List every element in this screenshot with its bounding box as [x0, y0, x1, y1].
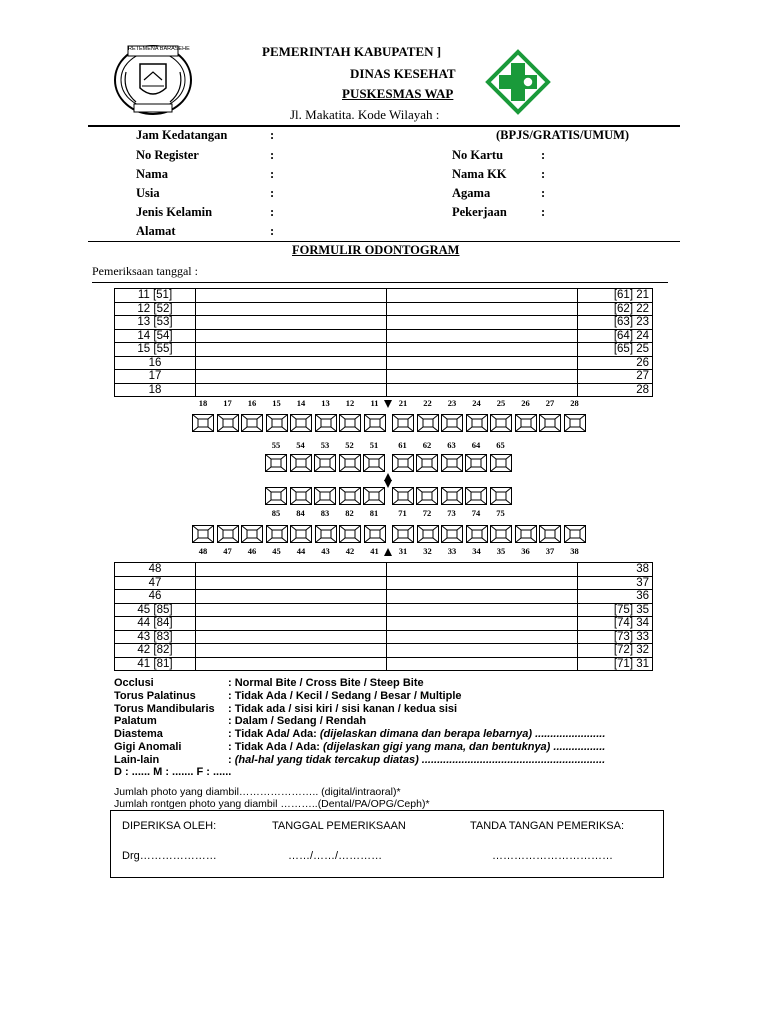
tooth-label: 13	[321, 398, 330, 408]
tooth-label: 61	[398, 440, 407, 450]
finding-note: (dijelaskan dimana dan berapa lebarnya) .......................	[319, 728, 606, 741]
tooth-number-left: 14 [54]	[115, 329, 196, 343]
note-cell-left[interactable]	[196, 630, 387, 644]
tooth-number-right: 27	[578, 370, 653, 384]
tooth-diagram[interactable]	[339, 487, 361, 505]
tooth-number-right: 37	[578, 576, 653, 590]
tooth-label: 15	[272, 398, 281, 408]
tooth-diagram[interactable]	[441, 454, 463, 472]
finding-value	[228, 703, 457, 715]
tooth-diagram[interactable]	[364, 525, 386, 543]
tooth-label: 73	[447, 508, 456, 518]
tooth-diagram[interactable]	[290, 487, 312, 505]
table-row	[115, 356, 653, 370]
tooth-diagram[interactable]	[363, 487, 385, 505]
tooth-diagram[interactable]	[392, 525, 414, 543]
tooth-label: 25	[496, 398, 506, 408]
header-rule	[88, 125, 680, 127]
tooth-diagram[interactable]	[217, 525, 239, 543]
table-row	[115, 617, 653, 631]
tooth-label: 47	[223, 546, 232, 556]
usia-label: Usia	[136, 186, 160, 200]
tooth-label: 12	[345, 398, 355, 408]
tooth-label: 11	[370, 398, 379, 408]
tooth-diagram[interactable]	[417, 414, 439, 432]
tooth-number-right: [74] 34	[578, 617, 653, 631]
tooth-diagram[interactable]	[490, 487, 512, 505]
pekerjaan-label: Pekerjaan	[452, 205, 507, 219]
agama-label: Agama	[452, 186, 491, 200]
tooth-label: 83	[320, 508, 330, 518]
table-row	[115, 590, 653, 604]
tooth-label: 46	[247, 546, 257, 556]
note-cell-left[interactable]	[196, 383, 387, 397]
tooth-label: 37	[545, 546, 555, 556]
finding-label: Lain-lain	[114, 753, 160, 766]
midline-down-arrow-icon	[384, 480, 392, 488]
tooth-diagram[interactable]	[192, 525, 214, 543]
tooth-number-left: 15 [55]	[115, 343, 196, 357]
tooth-number-right: [65] 25	[578, 343, 653, 357]
note-cell-left[interactable]	[196, 657, 387, 671]
examiner-heading: DIPERIKSA OLEH:	[122, 820, 217, 832]
tooth-diagram[interactable]	[465, 487, 487, 505]
note-cell-left[interactable]	[196, 576, 387, 590]
tooth-diagram[interactable]	[539, 525, 561, 543]
table-row	[115, 343, 653, 357]
note-cell-right[interactable]	[387, 576, 578, 590]
colon: :	[541, 167, 546, 181]
tooth-label: 82	[345, 508, 354, 518]
tooth-number-left: 12 [52]	[115, 302, 196, 316]
tooth-label: 36	[521, 546, 530, 556]
table-row	[115, 329, 653, 343]
table-row	[115, 576, 653, 590]
tooth-label: 52	[345, 440, 354, 450]
colon: :	[541, 205, 546, 219]
tooth-diagram[interactable]	[392, 454, 414, 472]
finding-label: Palatum	[114, 715, 157, 728]
note-cell-right[interactable]	[387, 563, 578, 577]
note-cell-right[interactable]	[387, 316, 578, 330]
tooth-number-left: 42 [82]	[115, 644, 196, 658]
tooth-diagram[interactable]	[339, 454, 361, 472]
tooth-diagram[interactable]	[339, 414, 361, 432]
finding-value	[228, 754, 605, 766]
tooth-label: 33	[447, 546, 457, 556]
tooth-diagram[interactable]	[441, 525, 463, 543]
examiner-value: Drg…………………	[122, 850, 217, 862]
note-cell-left[interactable]	[196, 302, 387, 316]
tooth-diagram[interactable]	[515, 414, 537, 432]
finding-label: Occlusi	[114, 677, 154, 689]
note-cell-left[interactable]	[196, 603, 387, 617]
tooth-diagram[interactable]	[490, 454, 512, 472]
table-row	[115, 657, 653, 671]
note-cell-right[interactable]	[387, 603, 578, 617]
tooth-label: 26	[521, 398, 530, 408]
tooth-diagram[interactable]	[364, 414, 386, 432]
note-cell-right[interactable]	[387, 617, 578, 631]
regency-emblem-icon	[112, 42, 194, 116]
form-title: FORMULIR ODONTOGRAM	[292, 243, 460, 257]
tooth-label: 48	[198, 546, 208, 556]
table-row	[115, 383, 653, 397]
tooth-label: 74	[471, 508, 481, 518]
tooth-label: 24	[472, 398, 481, 408]
tooth-label: 41	[370, 546, 379, 556]
nama-kk-label: Nama KK	[452, 167, 507, 181]
colon: :	[270, 186, 275, 200]
header-line-3: PUSKESMAS WAP	[342, 86, 454, 101]
tooth-label: 27	[545, 398, 555, 408]
note-cell-right[interactable]	[387, 329, 578, 343]
table-row	[115, 563, 653, 577]
tooth-diagram[interactable]	[290, 454, 312, 472]
header-line-1: PEMERINTAH KABUPATEN ]	[262, 44, 442, 59]
exam-date-rule	[92, 282, 668, 283]
finding-options: : Tidak ada / sisi kiri / sisi kanan / kedua sisi	[228, 702, 458, 715]
finding-label: Torus Palatinus	[114, 689, 196, 702]
exam-date-heading: TANGGAL PEMERIKSAAN	[272, 820, 406, 832]
tooth-number-right: 26	[578, 356, 653, 370]
tooth-label: 16	[247, 398, 257, 408]
tooth-label: 38	[570, 546, 579, 556]
finding-value	[228, 690, 462, 702]
note-cell-left[interactable]	[196, 644, 387, 658]
note-cell-right[interactable]	[387, 289, 578, 303]
tooth-diagram[interactable]	[416, 487, 438, 505]
finding-options: : Normal Bite / Cross Bite / Steep Bite	[228, 677, 424, 689]
table-row	[115, 316, 653, 330]
table-row	[115, 603, 653, 617]
tooth-diagram[interactable]	[241, 414, 263, 432]
header-line-2: DINAS KESEHAT	[350, 66, 456, 81]
header-address: Jl. Makatita. Kode Wilayah :	[290, 107, 440, 122]
no-kartu-label: No Kartu	[452, 148, 504, 162]
tooth-label: 65	[496, 440, 505, 450]
tooth-label: 72	[422, 508, 432, 518]
tooth-label: 53	[320, 440, 330, 450]
tooth-number-left: 46	[115, 590, 196, 604]
emblem-label: RETEMENA BARASEHE	[128, 46, 190, 52]
tooth-diagram[interactable]	[192, 414, 214, 432]
tooth-diagram[interactable]	[490, 414, 512, 432]
tooth-diagram[interactable]	[315, 525, 337, 543]
tooth-diagram[interactable]	[314, 487, 336, 505]
finding-note: (dijelaskan gigi yang mana, dan bentuknya) .................	[322, 741, 606, 753]
tooth-diagram[interactable]	[217, 414, 239, 432]
tooth-label: 31	[398, 546, 408, 556]
colon: :	[270, 205, 275, 219]
tooth-diagram[interactable]	[466, 525, 488, 543]
tooth-diagram[interactable]	[266, 525, 288, 543]
tooth-number-left: 13 [53]	[115, 316, 196, 330]
tooth-label: 23	[447, 398, 457, 408]
note-cell-right[interactable]	[387, 590, 578, 604]
table-row	[115, 302, 653, 316]
finding-options: : Tidak Ada / Ada:	[228, 741, 323, 753]
tooth-label: 21	[398, 398, 408, 408]
tooth-diagram[interactable]	[392, 487, 414, 505]
exam-date-label: Pemeriksaan tanggal :	[92, 264, 198, 278]
tooth-label: 22	[423, 398, 432, 408]
tooth-number-left: 18	[115, 383, 196, 397]
midline-up-arrow-icon	[384, 548, 392, 556]
table-row	[115, 630, 653, 644]
tooth-number-left: 47	[115, 576, 196, 590]
tooth-diagram[interactable]	[564, 525, 586, 543]
colon: :	[270, 128, 275, 142]
colon: :	[270, 148, 275, 162]
tooth-label: 84	[296, 508, 305, 518]
note-cell-right[interactable]	[387, 370, 578, 384]
tooth-label: 85	[271, 508, 281, 518]
identity-rule	[88, 241, 680, 242]
note-cell-right[interactable]	[387, 383, 578, 397]
tooth-diagram[interactable]	[265, 487, 287, 505]
tooth-diagram[interactable]	[241, 525, 263, 543]
photo-line: Jumlah photo yang diambil………………….. (digital/intraoral)*	[114, 786, 401, 798]
tooth-diagram[interactable]	[265, 454, 287, 472]
tooth-number-left: 43 [83]	[115, 630, 196, 644]
tooth-label: 71	[398, 508, 407, 518]
table-row	[115, 370, 653, 384]
tooth-number-left: 11 [51]	[115, 289, 196, 303]
colon: :	[270, 167, 275, 181]
finding-value	[228, 677, 424, 689]
note-cell-left[interactable]	[196, 289, 387, 303]
finding-options: :	[228, 753, 235, 766]
tooth-number-right: [64] 24	[578, 329, 653, 343]
tooth-diagram[interactable]	[290, 414, 312, 432]
no-register-label: No Register	[136, 148, 199, 162]
tooth-number-right: [72] 32	[578, 644, 653, 658]
tooth-label: 28	[570, 398, 579, 408]
tooth-number-right: [61] 21	[578, 289, 653, 303]
tooth-diagram[interactable]	[466, 414, 488, 432]
tooth-label: 34	[472, 546, 481, 556]
tooth-diagram[interactable]	[392, 414, 414, 432]
signature-value: ……………………………	[492, 850, 613, 862]
upper-teeth-table	[114, 288, 653, 397]
finding-label: Torus Mandibularis	[114, 702, 215, 715]
lower-teeth-table	[114, 562, 653, 671]
tooth-number-right: 38	[578, 563, 653, 577]
finding-value	[228, 741, 605, 753]
note-cell-left[interactable]	[196, 563, 387, 577]
tooth-label: 17	[223, 398, 232, 408]
tooth-number-right: 28	[578, 383, 653, 397]
tooth-label: 55	[271, 440, 281, 450]
tooth-diagram[interactable]	[441, 487, 463, 505]
tooth-label: 44	[296, 546, 306, 556]
colon: :	[541, 186, 546, 200]
payment-type: (BPJS/GRATIS/UMUM)	[496, 128, 630, 142]
finding-label: Diastema	[114, 728, 163, 741]
tooth-diagram[interactable]	[314, 454, 336, 472]
tooth-diagram[interactable]	[339, 525, 361, 543]
finding-value	[228, 728, 605, 740]
midline-down-arrow-icon	[384, 400, 392, 408]
finding-options: : Tidak Ada/ Ada:	[228, 728, 320, 741]
tooth-diagram[interactable]	[539, 414, 561, 432]
note-cell-right[interactable]	[387, 343, 578, 357]
note-cell-right[interactable]	[387, 644, 578, 658]
table-row	[115, 644, 653, 658]
tooth-diagram[interactable]	[564, 414, 586, 432]
note-cell-left[interactable]	[196, 370, 387, 384]
rontgen-line: Jumlah rontgen photo yang diambil ………..(Dental/PA/OPG/Ceph)*	[114, 798, 430, 810]
tooth-number-right: [71] 31	[578, 657, 653, 671]
tooth-label: 64	[471, 440, 481, 450]
tooth-diagram[interactable]	[490, 525, 512, 543]
note-cell-right[interactable]	[387, 630, 578, 644]
note-cell-right[interactable]	[387, 657, 578, 671]
tooth-label: 14	[296, 398, 306, 408]
tooth-label: 54	[296, 440, 305, 450]
tooth-label: 32	[423, 546, 432, 556]
note-cell-left[interactable]	[196, 356, 387, 370]
tooth-diagram[interactable]	[363, 454, 385, 472]
tooth-label: 35	[496, 546, 506, 556]
colon: :	[541, 148, 546, 162]
tooth-label: 45	[272, 546, 281, 556]
finding-options: : Tidak Ada / Kecil / Sedang / Besar / Multiple	[228, 689, 462, 702]
note-cell-left[interactable]	[196, 316, 387, 330]
signature-heading: TANDA TANGAN PEMERIKSA:	[470, 820, 625, 832]
note-cell-right[interactable]	[387, 356, 578, 370]
tooth-diagram[interactable]	[315, 414, 337, 432]
dmf-line: D : ...... M : ....... F : ......	[114, 766, 232, 778]
tooth-label: 43	[321, 546, 330, 556]
tooth-label: 81	[369, 508, 379, 518]
alamat-label: Alamat	[136, 224, 176, 238]
tooth-label: 51	[369, 440, 379, 450]
tooth-number-right: [63] 23	[578, 316, 653, 330]
nama-label: Nama	[136, 167, 168, 181]
note-cell-left[interactable]	[196, 590, 387, 604]
tooth-number-right: [75] 35	[578, 603, 653, 617]
finding-note: (hal-hal yang tidak tercakup diatas) ............................................................	[234, 753, 606, 766]
tooth-number-left: 16	[115, 356, 196, 370]
tooth-number-right: [62] 22	[578, 302, 653, 316]
tooth-diagram[interactable]	[515, 525, 537, 543]
tooth-number-left: 45 [85]	[115, 603, 196, 617]
tooth-label: 18	[198, 398, 208, 408]
note-cell-right[interactable]	[387, 302, 578, 316]
finding-options: : Dalam / Sedang / Rendah	[228, 715, 367, 728]
tooth-label: 75	[496, 508, 505, 518]
finding-value	[228, 715, 366, 727]
tooth-label: 63	[447, 440, 456, 450]
tooth-number-left: 48	[115, 563, 196, 577]
finding-label: Gigi Anomali	[114, 741, 182, 753]
jam-label: Jam Kedatangan	[136, 128, 228, 142]
tooth-diagram[interactable]	[417, 525, 439, 543]
tooth-diagram[interactable]	[441, 414, 463, 432]
note-cell-left[interactable]	[196, 343, 387, 357]
tooth-diagram[interactable]	[465, 454, 487, 472]
table-row	[115, 289, 653, 303]
tooth-number-right: 36	[578, 590, 653, 604]
note-cell-left[interactable]	[196, 329, 387, 343]
tooth-number-left: 44 [84]	[115, 617, 196, 631]
tooth-number-left: 17	[115, 370, 196, 384]
tooth-diagram[interactable]	[266, 414, 288, 432]
tooth-number-left: 41 [81]	[115, 657, 196, 671]
tooth-number-right: [73] 33	[578, 630, 653, 644]
tooth-label: 42	[345, 546, 355, 556]
exam-date-value: ……/……/…………	[288, 850, 383, 862]
jenis-kelamin-label: Jenis Kelamin	[136, 205, 213, 219]
colon: :	[270, 224, 275, 238]
tooth-diagram[interactable]	[290, 525, 312, 543]
tooth-label: 62	[422, 440, 432, 450]
puskesmas-cross-logo-icon	[486, 50, 550, 114]
tooth-diagram[interactable]	[416, 454, 438, 472]
note-cell-left[interactable]	[196, 617, 387, 631]
